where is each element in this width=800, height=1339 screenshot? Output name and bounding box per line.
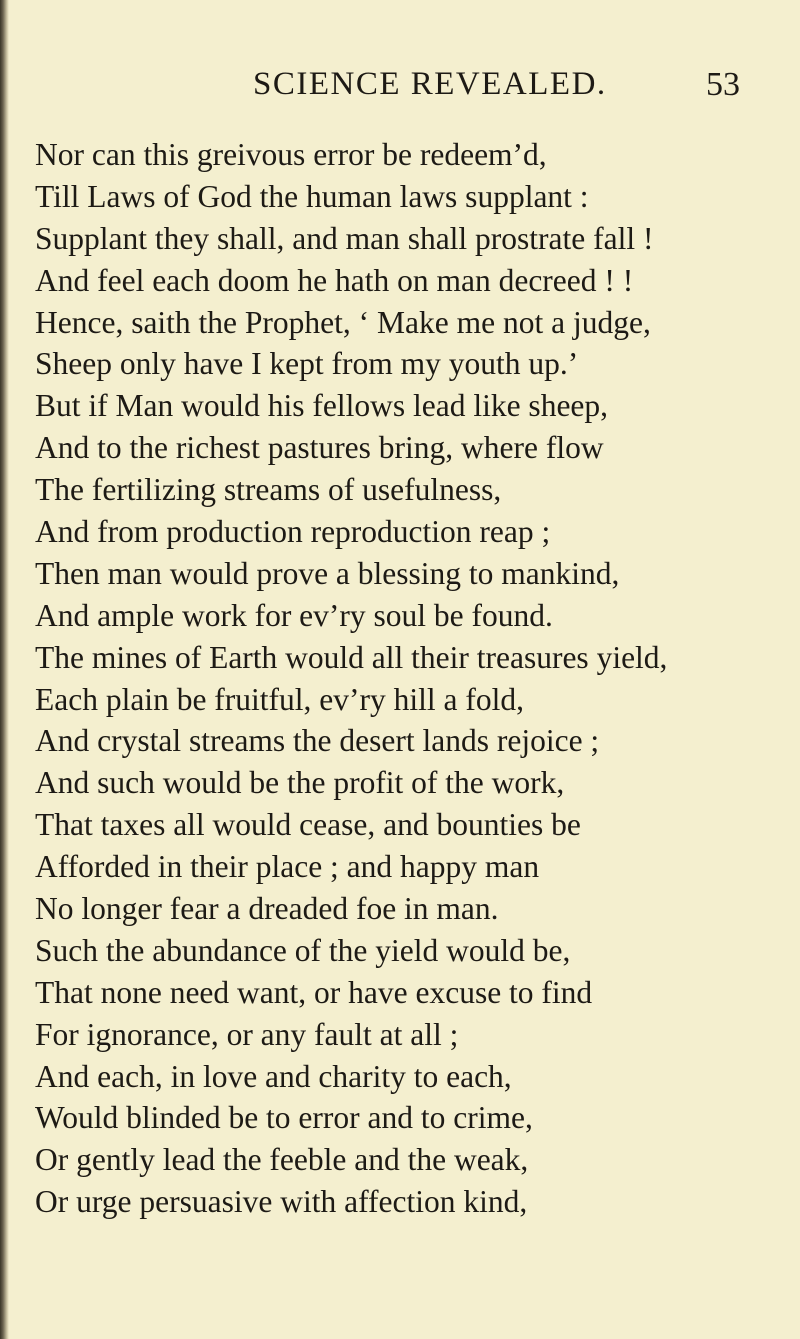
poem-line: And crystal streams the desert lands rejoice ; xyxy=(35,723,600,759)
poem-text xyxy=(35,134,795,1223)
poem-line: And such would be the profit of the work, xyxy=(35,765,565,801)
poem-line: And each, in love and charity to each, xyxy=(35,1058,512,1094)
poem-line: For ignorance, or any fault at all ; xyxy=(35,1016,459,1052)
page-number: 53 xyxy=(706,66,740,103)
poem-line: Till Laws of God the human laws supplant : xyxy=(35,178,589,214)
poem-line: No longer fear a dreaded foe in man. xyxy=(35,891,499,927)
poem-line: And feel each doom he hath on man decreed ! ! xyxy=(35,262,634,298)
poem-line: Such the abundance of the yield would be, xyxy=(35,932,571,968)
running-head: SCIENCE REVEALED. xyxy=(253,66,607,102)
poem-line: That none need want, or have excuse to find xyxy=(35,974,593,1010)
page-binding-edge xyxy=(0,0,9,1339)
poem-line: Or urge persuasive with affection kind, xyxy=(35,1184,528,1220)
poem-line: Sheep only have I kept from my youth up.’ xyxy=(35,346,579,382)
poem-line: Then man would prove a blessing to mankind, xyxy=(35,555,620,591)
poem-line: And from production reproduction reap ; xyxy=(35,514,551,550)
poem-line: That taxes all would cease, and bounties be xyxy=(35,807,581,843)
poem-line: Would blinded be to error and to crime, xyxy=(35,1100,533,1136)
poem-line: But if Man would his fellows lead like sheep, xyxy=(35,388,609,424)
page-header xyxy=(0,66,800,110)
poem-line: Or gently lead the feeble and the weak, xyxy=(35,1142,529,1178)
poem-line: Afforded in their place ; and happy man xyxy=(35,849,540,885)
poem-line: Each plain be fruitful, ev’ry hill a fold, xyxy=(35,681,524,717)
poem-line: Nor can this greivous error be redeem’d, xyxy=(35,137,547,172)
poem-line: The fertilizing streams of usefulness, xyxy=(35,472,502,508)
poem-line: The mines of Earth would all their treasures yield, xyxy=(35,639,668,675)
poem-line: Hence, saith the Prophet, ‘ Make me not a judge, xyxy=(35,304,651,340)
poem-line: And ample work for ev’ry soul be found. xyxy=(35,597,553,633)
poem-line: Supplant they shall, and man shall prostrate fall ! xyxy=(35,220,654,256)
poem-line: And to the richest pastures bring, where flow xyxy=(35,430,604,466)
